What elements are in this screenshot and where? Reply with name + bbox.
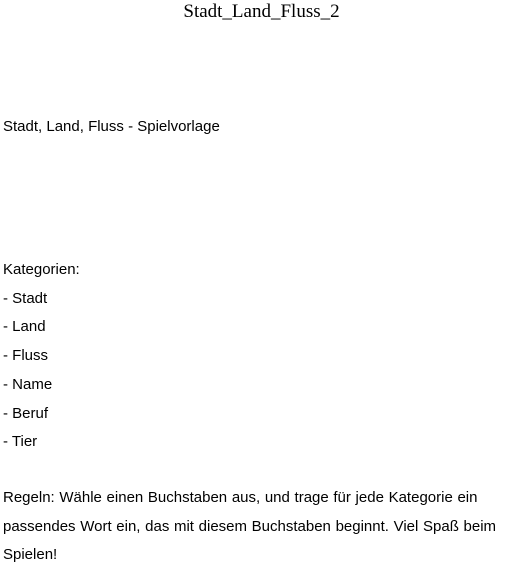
category-item: - Tier — [3, 433, 38, 451]
category-item: - Name — [3, 375, 53, 393]
rules-paragraph: Regeln: Wähle einen Buchstaben aus, und trage für jede Kategorie ein passendes Wort ein, das mit diesem Buchstaben beginnt. Viel Spaß beim Spielen! — [3, 489, 497, 564]
category-item: - Land — [3, 318, 46, 336]
categories-heading: Kategorien: — [3, 261, 80, 278]
category-item: - Beruf — [3, 404, 49, 422]
document-subtitle: Stadt, Land, Fluss - Spielvorlage — [3, 118, 220, 135]
category-section — [3, 256, 80, 457]
category-item: - Fluss — [3, 347, 48, 365]
document-header: Stadt_Land_Fluss_2 — [183, 1, 340, 22]
category-list — [3, 285, 80, 457]
category-item: - Stadt — [3, 289, 48, 307]
